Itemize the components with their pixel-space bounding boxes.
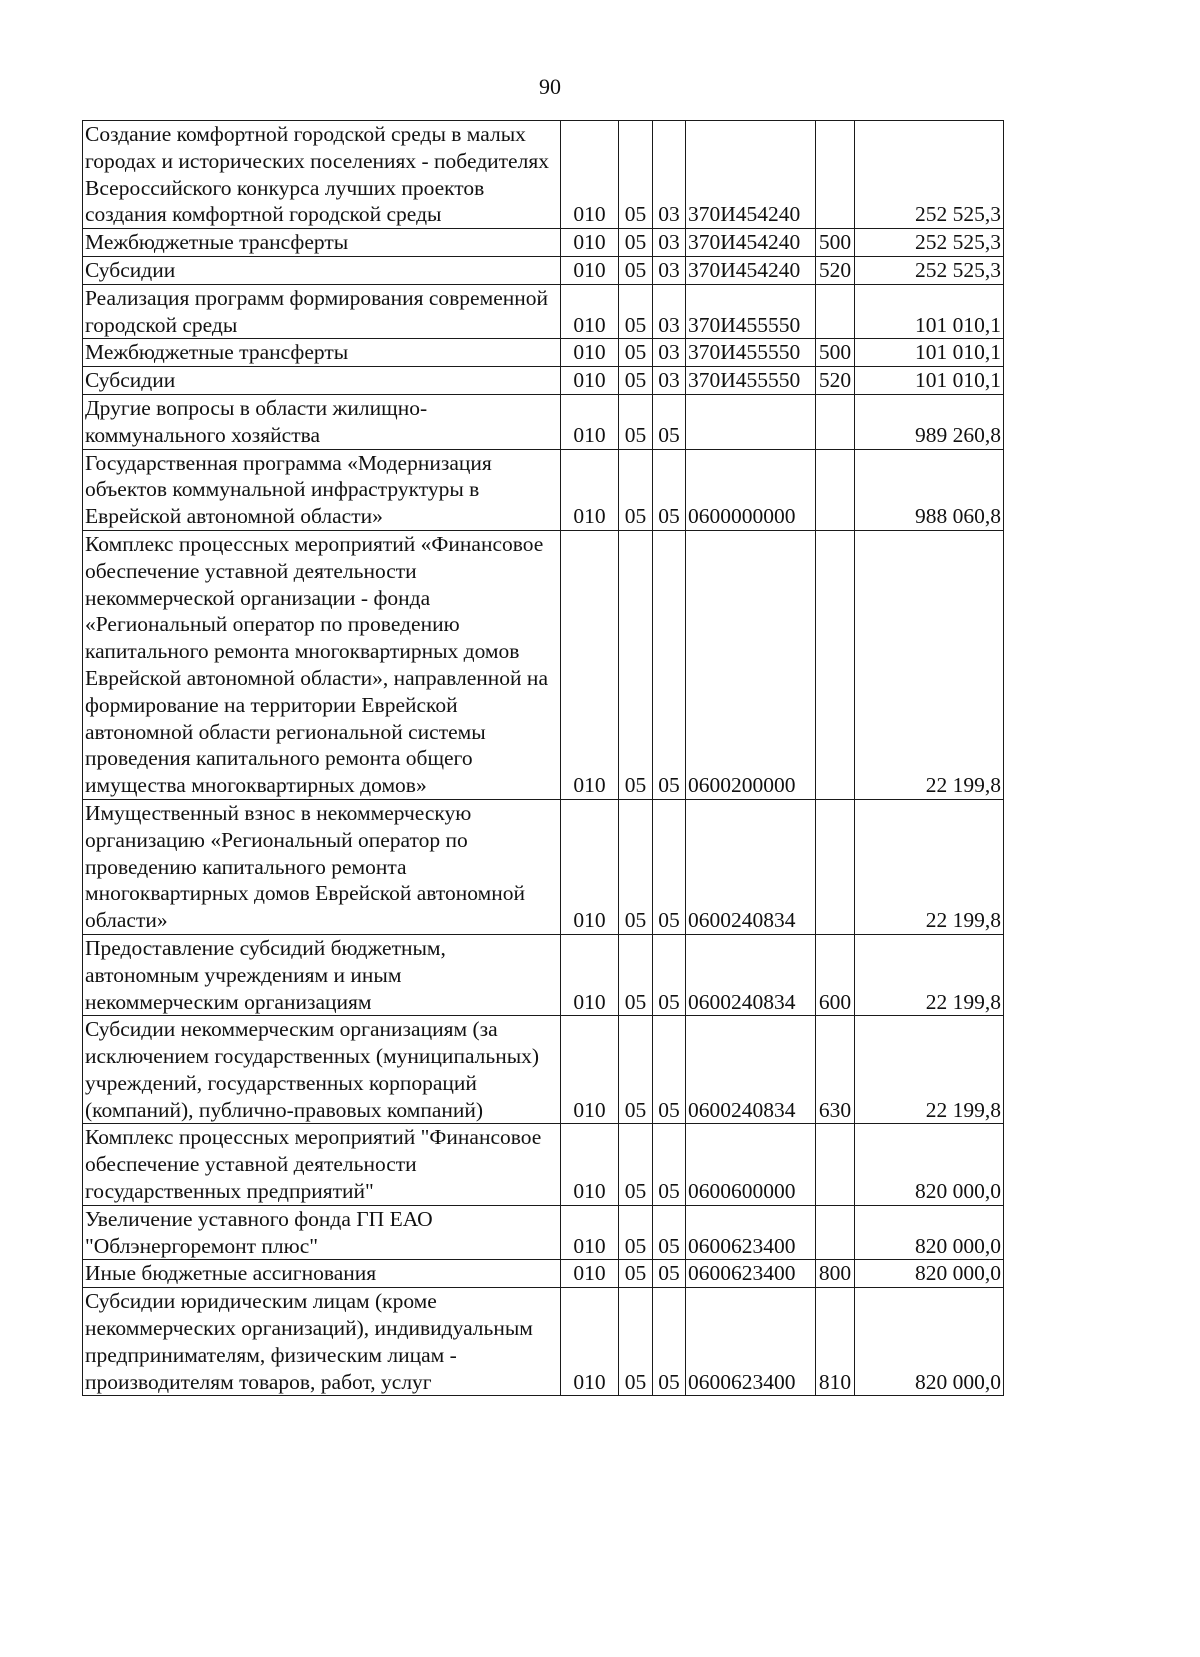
expense-type-code	[816, 799, 855, 934]
target-article-code: 370И455550	[686, 367, 816, 395]
section-code: 05	[619, 284, 653, 339]
row-name: Субсидии некоммерческим организациям (за исключением государственных (муниципальных) учреждений, государственных корпораций (компаний), публично-правовых компаний)	[83, 1016, 561, 1124]
amount: 101 010,1	[855, 367, 1004, 395]
subsection-code: 05	[653, 530, 686, 799]
row-name: Предоставление субсидий бюджетным, автономным учреждениям и иным некоммерческим организациям	[83, 934, 561, 1015]
table-row	[83, 339, 1004, 367]
row-name: Иные бюджетные ассигнования	[83, 1260, 561, 1288]
ministry-code: 010	[561, 394, 619, 449]
row-name: Имущественный взнос в некоммерческую организацию «Региональный оператор по проведению капитального ремонта многоквартирных домов Еврейской автономной области»	[83, 799, 561, 934]
ministry-code: 010	[561, 367, 619, 395]
table-row	[83, 121, 1004, 229]
ministry-code: 010	[561, 121, 619, 229]
subsection-code: 05	[653, 1016, 686, 1124]
subsection-code: 05	[653, 1288, 686, 1396]
expense-type-code: 810	[816, 1288, 855, 1396]
subsection-code: 03	[653, 256, 686, 284]
target-article-code: 0600200000	[686, 530, 816, 799]
expense-type-code: 520	[816, 256, 855, 284]
ministry-code: 010	[561, 1016, 619, 1124]
expense-type-code	[816, 449, 855, 530]
ministry-code: 010	[561, 530, 619, 799]
target-article-code: 0600240834	[686, 1016, 816, 1124]
subsection-code: 05	[653, 449, 686, 530]
expense-type-code	[816, 530, 855, 799]
target-article-code: 370И454240	[686, 229, 816, 257]
amount: 252 525,3	[855, 229, 1004, 257]
section-code: 05	[619, 1288, 653, 1396]
amount: 820 000,0	[855, 1124, 1004, 1205]
section-code: 05	[619, 339, 653, 367]
table-row	[83, 1016, 1004, 1124]
subsection-code: 05	[653, 1260, 686, 1288]
section-code: 05	[619, 530, 653, 799]
table-row	[83, 1124, 1004, 1205]
expense-type-code: 500	[816, 339, 855, 367]
amount: 820 000,0	[855, 1288, 1004, 1396]
ministry-code: 010	[561, 339, 619, 367]
ministry-code: 010	[561, 449, 619, 530]
ministry-code: 010	[561, 284, 619, 339]
row-name: Другие вопросы в области жилищно-коммунального хозяйства	[83, 394, 561, 449]
amount: 820 000,0	[855, 1205, 1004, 1260]
page-number: 90	[539, 74, 561, 99]
target-article-code: 370И454240	[686, 256, 816, 284]
section-code: 05	[619, 799, 653, 934]
ministry-code: 010	[561, 934, 619, 1015]
subsection-code: 03	[653, 284, 686, 339]
target-article-code: 370И455550	[686, 339, 816, 367]
expense-type-code	[816, 1124, 855, 1205]
subsection-code: 05	[653, 934, 686, 1015]
row-name: Увеличение уставного фонда ГП ЕАО "Облэнергоремонт плюс"	[83, 1205, 561, 1260]
amount: 101 010,1	[855, 284, 1004, 339]
section-code: 05	[619, 394, 653, 449]
amount: 22 199,8	[855, 934, 1004, 1015]
target-article-code: 0600240834	[686, 799, 816, 934]
table-row	[83, 449, 1004, 530]
table-row	[83, 367, 1004, 395]
target-article-code: 0600623400	[686, 1288, 816, 1396]
expense-type-code	[816, 1205, 855, 1260]
section-code: 05	[619, 1124, 653, 1205]
subsection-code: 05	[653, 1124, 686, 1205]
target-article-code: 0600240834	[686, 934, 816, 1015]
row-name: Комплекс процессных мероприятий «Финансовое обеспечение уставной деятельности некоммерческой организации - фонда «Региональный оператор по проведению капитального ремонта многоквартирных домов Еврейской автономной области», направленной на формирование на территории Еврейской автономной области региональной системы проведения капитального ремонта общего имущества многоквартирных домов»	[83, 530, 561, 799]
amount: 22 199,8	[855, 1016, 1004, 1124]
expense-type-code	[816, 394, 855, 449]
table-row	[83, 256, 1004, 284]
target-article-code: 0600000000	[686, 449, 816, 530]
table-row	[83, 934, 1004, 1015]
table-row	[83, 799, 1004, 934]
table-row	[83, 1260, 1004, 1288]
target-article-code: 370И455550	[686, 284, 816, 339]
row-name: Субсидии юридическим лицам (кроме некоммерческих организаций), индивидуальным предпринимателям, физическим лицам - производителям товаров, работ, услуг	[83, 1288, 561, 1396]
row-name: Межбюджетные трансферты	[83, 229, 561, 257]
section-code: 05	[619, 1016, 653, 1124]
ministry-code: 010	[561, 799, 619, 934]
amount: 988 060,8	[855, 449, 1004, 530]
row-name: Реализация программ формирования современной городской среды	[83, 284, 561, 339]
subsection-code: 03	[653, 121, 686, 229]
ministry-code: 010	[561, 1288, 619, 1396]
section-code: 05	[619, 1205, 653, 1260]
subsection-code: 05	[653, 1205, 686, 1260]
row-name: Субсидии	[83, 367, 561, 395]
section-code: 05	[619, 1260, 653, 1288]
amount: 101 010,1	[855, 339, 1004, 367]
row-name: Комплекс процессных мероприятий "Финансовое обеспечение уставной деятельности государственных предприятий"	[83, 1124, 561, 1205]
ministry-code: 010	[561, 1124, 619, 1205]
row-name: Субсидии	[83, 256, 561, 284]
target-article-code	[686, 394, 816, 449]
expense-type-code	[816, 121, 855, 229]
target-article-code: 0600623400	[686, 1260, 816, 1288]
table-row	[83, 284, 1004, 339]
section-code: 05	[619, 121, 653, 229]
amount: 252 525,3	[855, 256, 1004, 284]
table-row	[83, 1205, 1004, 1260]
table-row	[83, 229, 1004, 257]
expense-type-code: 800	[816, 1260, 855, 1288]
ministry-code: 010	[561, 1260, 619, 1288]
target-article-code: 370И454240	[686, 121, 816, 229]
subsection-code: 03	[653, 229, 686, 257]
target-article-code: 0600623400	[686, 1205, 816, 1260]
table-row	[83, 394, 1004, 449]
expense-type-code: 500	[816, 229, 855, 257]
target-article-code: 0600600000	[686, 1124, 816, 1205]
amount: 22 199,8	[855, 799, 1004, 934]
expense-type-code: 520	[816, 367, 855, 395]
section-code: 05	[619, 934, 653, 1015]
row-name: Межбюджетные трансферты	[83, 339, 561, 367]
section-code: 05	[619, 256, 653, 284]
subsection-code: 05	[653, 394, 686, 449]
budget-table	[82, 120, 1004, 1396]
ministry-code: 010	[561, 256, 619, 284]
expense-type-code: 600	[816, 934, 855, 1015]
amount: 820 000,0	[855, 1260, 1004, 1288]
amount: 252 525,3	[855, 121, 1004, 229]
subsection-code: 03	[653, 339, 686, 367]
expense-type-code: 630	[816, 1016, 855, 1124]
subsection-code: 03	[653, 367, 686, 395]
section-code: 05	[619, 367, 653, 395]
row-name: Создание комфортной городской среды в малых городах и исторических поселениях - победителях Всероссийского конкурса лучших проектов создания комфортной городской среды	[83, 121, 561, 229]
table-row	[83, 530, 1004, 799]
table-row	[83, 1288, 1004, 1396]
expense-type-code	[816, 284, 855, 339]
section-code: 05	[619, 449, 653, 530]
section-code: 05	[619, 229, 653, 257]
amount: 989 260,8	[855, 394, 1004, 449]
subsection-code: 05	[653, 799, 686, 934]
amount: 22 199,8	[855, 530, 1004, 799]
ministry-code: 010	[561, 229, 619, 257]
row-name: Государственная программа «Модернизация объектов коммунальной инфраструктуры в Еврейской автономной области»	[83, 449, 561, 530]
ministry-code: 010	[561, 1205, 619, 1260]
